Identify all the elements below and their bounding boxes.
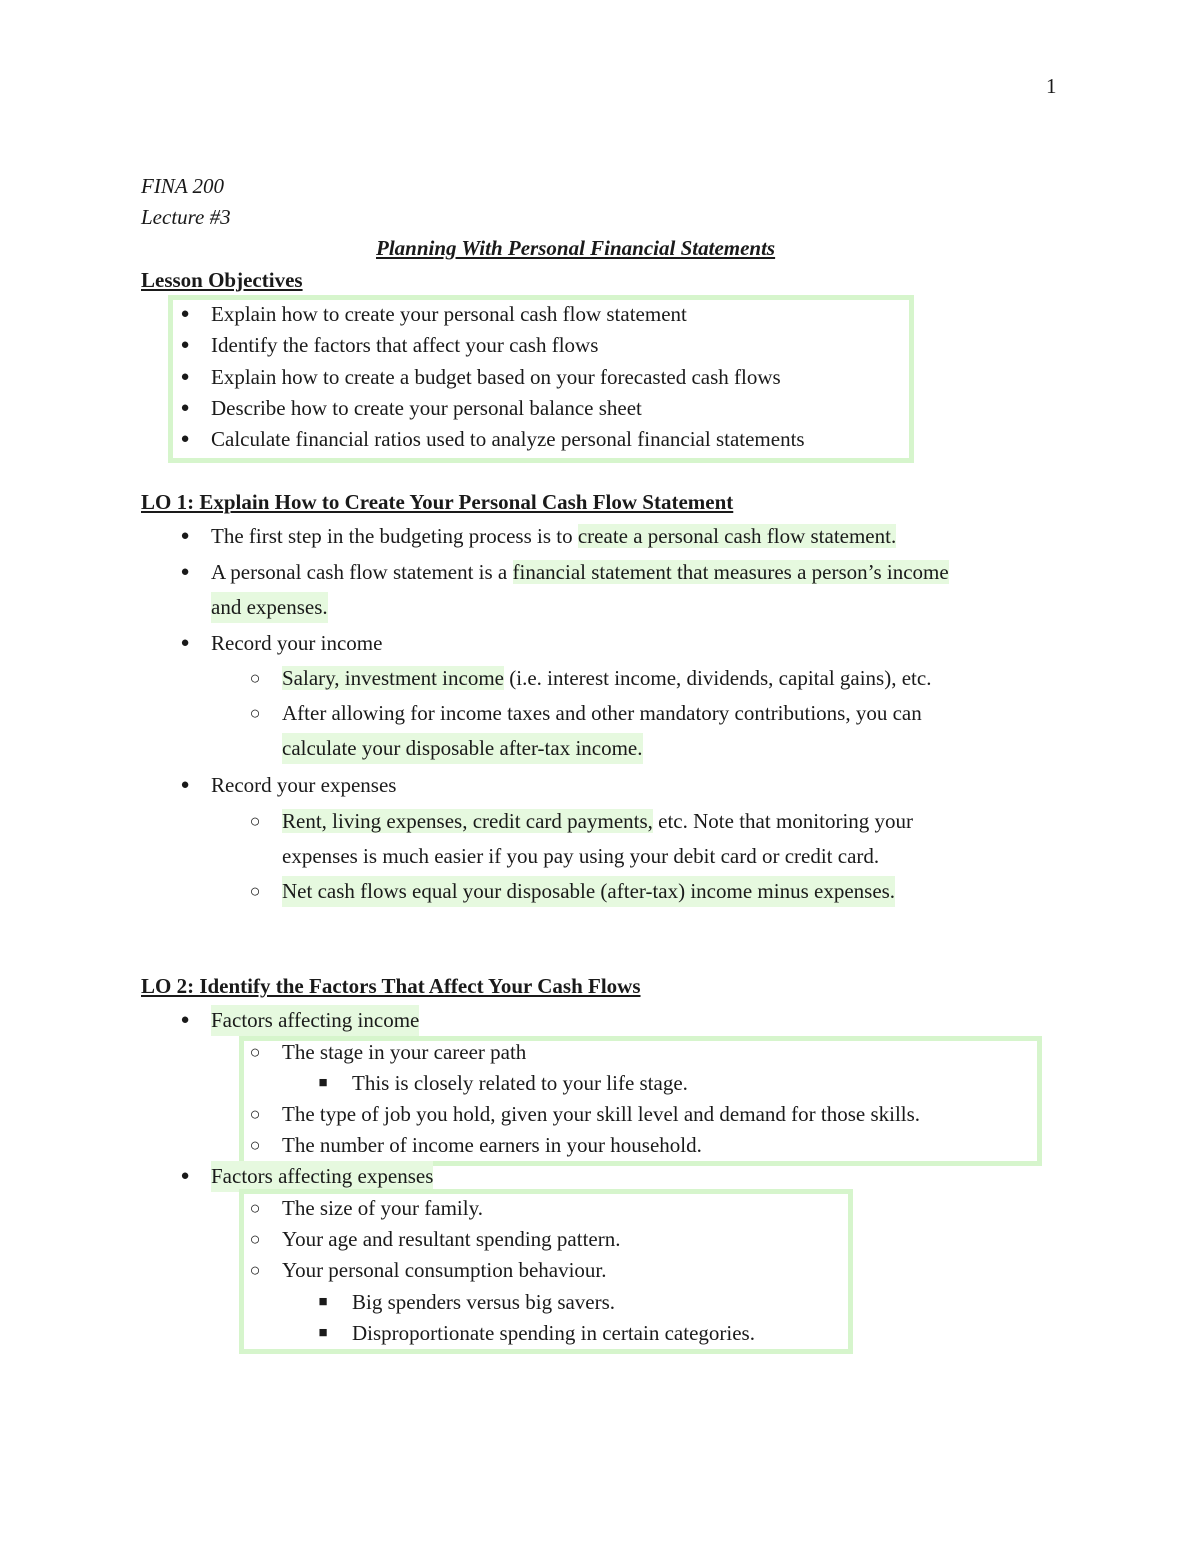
sub-sub-list-item: ■ Big spenders versus big savers.	[0, 1287, 1200, 1318]
list-item	[0, 1161, 1200, 1192]
circle-bullet-icon: ○	[249, 1135, 261, 1155]
bullet-icon: ●	[180, 337, 190, 353]
sub-list-item-continuation: expenses is much easier if you pay using your debit card or credit card.	[282, 844, 880, 868]
highlighted-text: Factors affecting expenses	[211, 1161, 433, 1192]
sub-list-item: ○ After allowing for income taxes and other mandatory contributions, you can	[0, 698, 1200, 729]
sub-list-item: ○ Rent, living expenses, credit card payments, etc. Note that monitoring your	[0, 806, 1200, 837]
list-item: ● Explain how to create a budget based on your forecasted cash flows	[0, 362, 1200, 393]
list-item: ● Explain how to create your personal cash flow statement	[0, 299, 1200, 330]
document-title: Planning With Personal Financial Statements	[376, 236, 776, 260]
bullet-icon: ●	[180, 777, 190, 793]
circle-bullet-icon: ○	[249, 703, 261, 723]
highlighted-text: and expenses.	[211, 592, 328, 623]
bullet-icon: ●	[180, 635, 190, 651]
sub-list-item: ○ The size of your family.	[0, 1193, 1200, 1224]
highlighted-text: Factors affecting income	[211, 1005, 419, 1036]
list-item: ● Calculate financial ratios used to analyze personal financial statements	[0, 424, 1200, 455]
highlighted-text: calculate your disposable after-tax income.	[282, 733, 643, 764]
bullet-icon: ●	[180, 1168, 190, 1184]
circle-bullet-icon: ○	[249, 1260, 261, 1280]
circle-bullet-icon: ○	[249, 1104, 261, 1124]
sub-list-item: ○ Salary, investment income (i.e. interest income, dividends, capital gains), etc.	[0, 663, 1200, 694]
highlighted-text: financial statement that measures a person’s income	[512, 560, 949, 584]
list-item: ● Identify the factors that affect your cash flows	[0, 330, 1200, 361]
circle-bullet-icon: ○	[249, 1229, 261, 1249]
list-item	[0, 1005, 1200, 1036]
list-item: ● A personal cash flow statement is a financial statement that measures a person’s income	[0, 557, 1200, 588]
highlighted-text: Net cash flows equal your disposable (after-tax) income minus expenses.	[282, 876, 895, 907]
square-bullet-icon: ■	[318, 1075, 328, 1091]
circle-bullet-icon: ○	[249, 881, 261, 901]
highlighted-text: create a personal cash flow statement.	[577, 524, 897, 548]
list-item-continuation	[0, 592, 1200, 623]
list-item: ● Record your expenses	[0, 770, 1200, 801]
bullet-icon: ●	[180, 306, 190, 322]
sub-list-item: ○ The number of income earners in your household.	[0, 1130, 1200, 1161]
sub-list-item: ○ Your personal consumption behaviour.	[0, 1255, 1200, 1286]
square-bullet-icon: ■	[318, 1294, 328, 1310]
page-number: 1	[1046, 74, 1057, 98]
square-bullet-icon: ■	[318, 1325, 328, 1341]
list-item: ● The first step in the budgeting process is to create a personal cash flow statement.	[0, 521, 1200, 552]
lecture-number: Lecture #3	[141, 205, 231, 229]
sub-list-item: ○ Your age and resultant spending pattern.	[0, 1224, 1200, 1255]
sub-list-item	[0, 876, 1200, 907]
sub-list-item-continuation	[0, 733, 1200, 764]
list-item: ● Describe how to create your personal balance sheet	[0, 393, 1200, 424]
lo1-heading: LO 1: Explain How to Create Your Personal Cash Flow Statement	[141, 490, 734, 514]
circle-bullet-icon: ○	[249, 1198, 261, 1218]
sub-sub-list-item: ■ This is closely related to your life stage.	[0, 1068, 1200, 1099]
sub-list-item: ○ The stage in your career path	[0, 1037, 1200, 1068]
circle-bullet-icon: ○	[249, 668, 261, 688]
bullet-icon: ●	[180, 400, 190, 416]
objectives-heading: Lesson Objectives	[141, 268, 303, 292]
course-code: FINA 200	[141, 174, 225, 198]
list-item: ● Record your income	[0, 628, 1200, 659]
bullet-icon: ●	[180, 431, 190, 447]
bullet-icon: ●	[180, 564, 190, 580]
bullet-icon: ●	[180, 1012, 190, 1028]
sub-list-item: ○ The type of job you hold, given your skill level and demand for those skills.	[0, 1099, 1200, 1130]
highlighted-text: Salary, investment income	[282, 666, 504, 690]
highlighted-text: Rent, living expenses, credit card payments,	[282, 809, 653, 833]
sub-sub-list-item: ■ Disproportionate spending in certain categories.	[0, 1318, 1200, 1349]
lo2-heading: LO 2: Identify the Factors That Affect Your Cash Flows	[141, 974, 641, 998]
bullet-icon: ●	[180, 528, 190, 544]
circle-bullet-icon: ○	[249, 1042, 261, 1062]
bullet-icon: ●	[180, 369, 190, 385]
circle-bullet-icon: ○	[249, 811, 261, 831]
